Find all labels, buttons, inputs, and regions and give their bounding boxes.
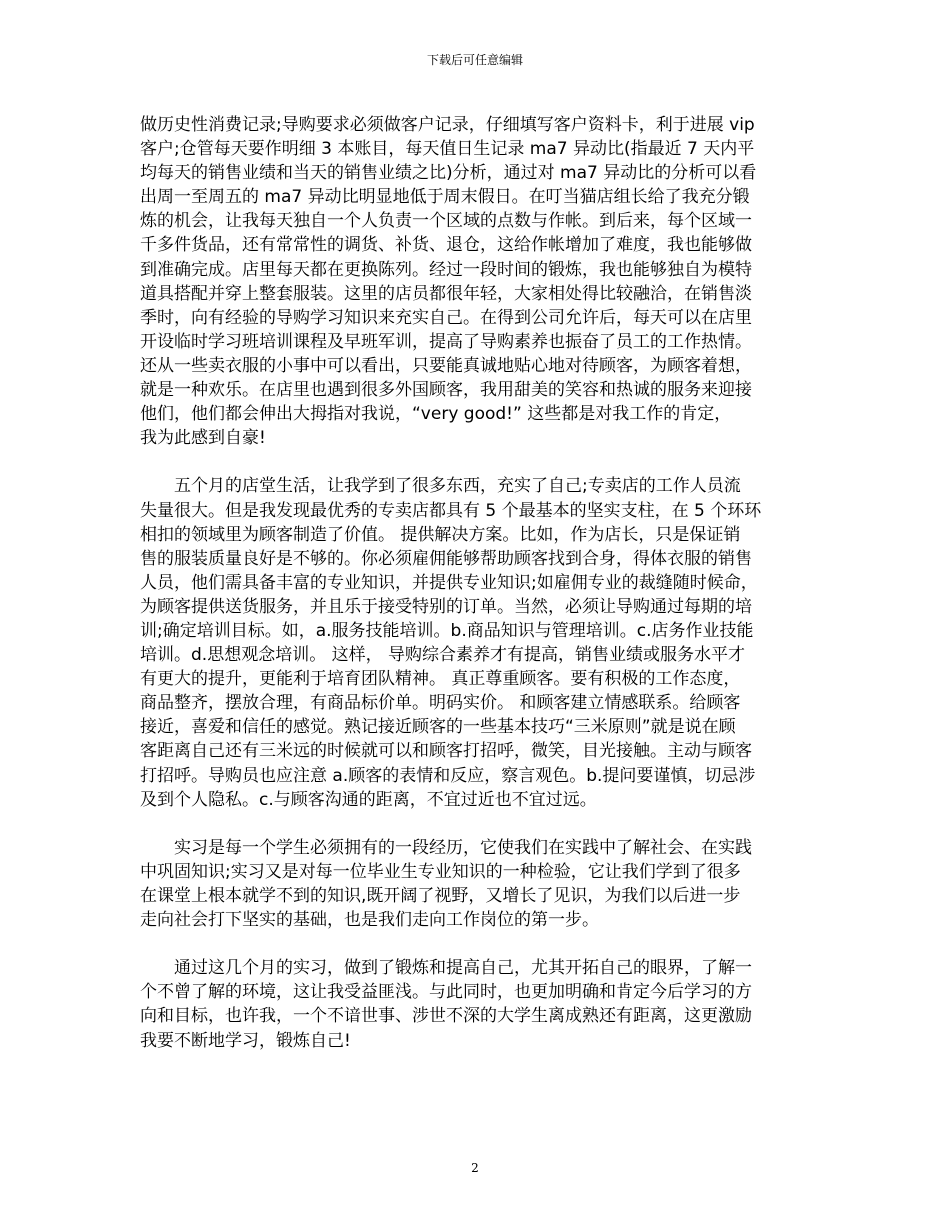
text-line: 客户;仓管每天要作明细 3 本账目，每天值日生记录 ma7 异动比(指最近 7 天内平 <box>140 139 755 160</box>
text-line: 做历史性消费记录;导购要求必须做客户记录，仔细填写客户资料卡，利于进展 vip <box>140 115 755 135</box>
text-line: 失量很大。但是我发现最优秀的专卖店都具有 5 个最基本的坚实支柱，在 5 个环环 <box>140 500 762 521</box>
text-line: 到准确完成。店里每天都在更换陈列。经过一段时间的锻炼，我也能够独自为模特 <box>140 259 752 280</box>
text-line: 接近，喜爱和信任的感觉。熟记接近顾客的一些基本技巧“三米原则”就是说在顾 <box>140 717 736 738</box>
text-line: 打招呼。导购员也应注意 a.顾客的表情和反应，察言观色。b.提问要谨慎，切忌涉 <box>140 765 756 786</box>
text-line: 培训。d.思想观念培训。 这样， 导购综合素养才有提高，销售业绩或服务水平才 <box>140 645 746 666</box>
paragraph-3 <box>140 836 815 932</box>
text-line: 在课堂上根本就学不到的知识,既开阔了视野，又增长了见识，为我们以后进一步 <box>140 886 741 906</box>
text-line: 我为此感到自豪! <box>140 428 266 449</box>
text-line: 商品整齐，摆放合理，有商品标价单。明码实价。 和顾客建立情感联系。给顾客 <box>140 693 741 714</box>
text-line: 为顾客提供送货服务，并且乐于接受特别的订单。当然，必须让导购通过每期的培 <box>140 596 752 617</box>
text-line: 实习是每一个学生必须拥有的一段经历，它使我们在实践中了解社会、在实践 <box>140 837 752 858</box>
text-line: 通过这几个月的实习，做到了锻炼和提高自己，尤其开拓自己的眼界，了解一 <box>140 958 752 979</box>
text-line: 相扣的领域里为顾客制造了价值。 提供解决方案。比如，作为店长，只是保证销 <box>140 524 741 545</box>
text-line: 季时，向有经验的导购学习知识来充实自己。在得到公司允许后，每天可以在店里 <box>140 307 752 328</box>
text-line: 炼的机会，让我每天独自一个人负责一个区域的点数与作帐。到后来，每个区域一 <box>140 211 752 232</box>
text-line: 售的服装质量良好是不够的。你必须雇佣能够帮助顾客找到合身，得体衣服的销售 <box>140 548 752 569</box>
text-line: 个不曾了解的环境，这让我受益匪浅。与此同时，也更加明确和肯定今后学习的方 <box>140 982 752 1003</box>
text-line: 千多件货品，还有常常性的调货、补货、退仓，这给作帐增加了难度，我也能够做 <box>140 235 752 256</box>
page-number: 2 <box>471 1161 479 1175</box>
text-line: 走向社会打下坚实的基础，也是我们走向工作岗位的第一步。 <box>140 910 599 931</box>
paragraph-spacer <box>140 932 815 956</box>
text-line: 他们，他们都会伸出大拇指对我说，“very good!” 这些都是对我工作的肯定， <box>140 404 732 425</box>
paragraph-spacer <box>140 450 815 474</box>
text-line: 及到个人隐私。c.与顾客沟通的距离，不宜过近也不宜过远。 <box>140 789 597 810</box>
paragraph-spacer <box>140 812 815 836</box>
text-line: 还从一些卖衣服的小事中可以看出，只要能真诚地贴心地对待顾客，为顾客着想， <box>140 355 752 376</box>
text-line: 有更大的提升，更能利于培育团队精神。 真正尊重顾客。要有积极的工作态度， <box>140 669 741 690</box>
text-line: 就是一种欢乐。在店里也遇到很多外国顾客，我用甜美的笑容和热诚的服务来迎接 <box>140 380 752 401</box>
text-line: 向和目标，也许我，一个不谙世事、涉世不深的大学生离成熟还有距离，这更激励 <box>140 1006 752 1027</box>
text-line: 中巩固知识;实习又是对每一位毕业生专业知识的一种检验，它让我们学到了很多 <box>140 861 741 882</box>
text-line: 出周一至周五的 ma7 异动比明显地低于周末假日。在叮当猫店组长给了我充分锻 <box>140 187 750 208</box>
paragraph-4 <box>140 956 815 1052</box>
page-header: 下载后可任意编辑 <box>426 53 523 67</box>
text-line: 道具搭配并穿上整套服装。这里的店员都很年轻，大家相处得比较融洽，在销售淡 <box>140 283 752 304</box>
document-body <box>140 113 815 1053</box>
text-line: 人员，他们需具备丰富的专业知识，并提供专业知识;如雇佣专业的裁缝随时候命， <box>140 572 758 593</box>
text-line: 五个月的店堂生活，让我学到了很多东西，充实了自己;专卖店的工作人员流 <box>140 476 741 497</box>
text-line: 开设临时学习班培训课程及早班军训，提高了导购素养也振奋了员工的工作热情。 <box>140 331 752 352</box>
paragraph-2 <box>140 474 815 811</box>
paragraph-1 <box>140 113 815 450</box>
text-line: 均每天的销售业绩和当天的销售业绩之比)分析，通过对 ma7 异动比的分析可以看 <box>140 163 757 184</box>
text-line: 我要不断地学习，锻炼自己! <box>140 1030 351 1051</box>
text-line: 训;确定培训目标。如，a.服务技能培训。b.商品知识与管理培训。c.店务作业技能 <box>140 620 754 641</box>
text-line: 客距离自己还有三米远的时候就可以和顾客打招呼，微笑，目光接触。主动与顾客 <box>140 741 752 762</box>
